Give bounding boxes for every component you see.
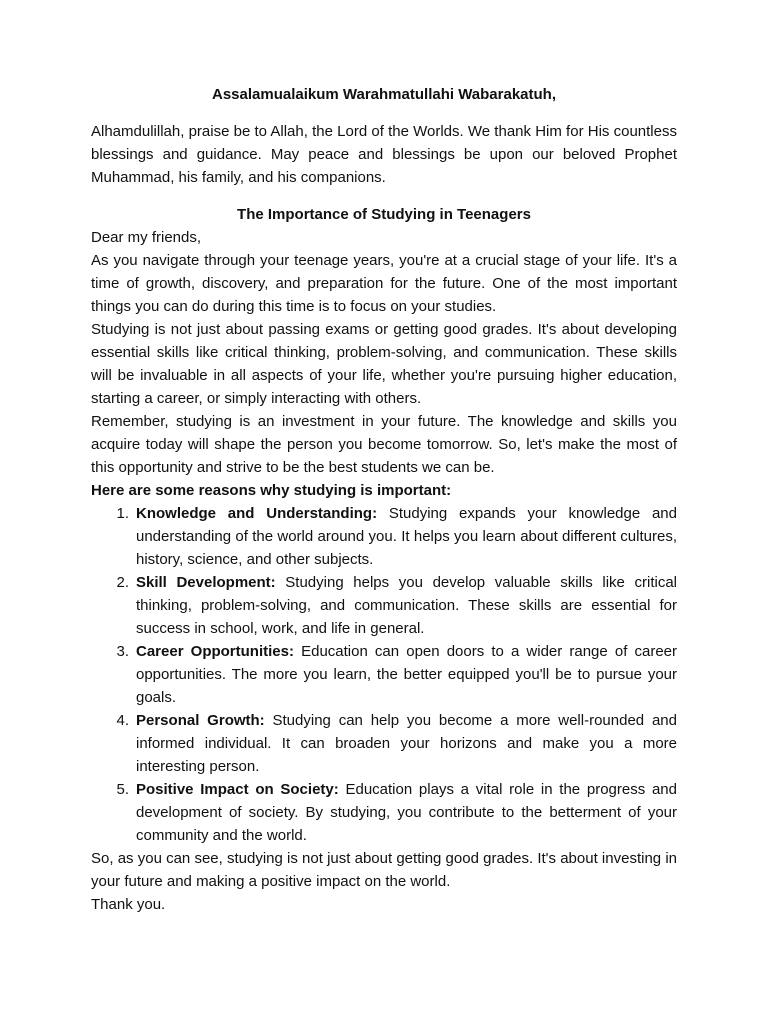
- list-term: Positive Impact on Society:: [136, 781, 339, 798]
- list-item: [91, 571, 677, 640]
- list-term: Skill Development:: [136, 574, 276, 591]
- list-item: [91, 778, 677, 847]
- list-term: Personal Growth:: [136, 712, 265, 729]
- list-text: Studying expands your knowledge and understanding of the world around you. It helps you learn about different cultures, history, science, and other subjects.: [136, 505, 677, 568]
- list-number: 2.: [116, 574, 129, 591]
- list-term: Knowledge and Understanding:: [136, 505, 378, 522]
- greeting-heading: Assalamualaikum Warahmatullahi Wabarakatuh,: [212, 86, 556, 103]
- body-paragraph-2: Studying is not just about passing exams or getting good grades. It's about developing essential skills like critical thinking, problem-solving, and communication. These skills will be invaluable in all aspects of your life, whether you're pursuing higher education, starting a career, or simply interacting with others.: [91, 321, 677, 407]
- list-item: [91, 640, 677, 709]
- body-paragraph-3: Remember, studying is an investment in your future. The knowledge and skills you acquire today will shape the person you become tomorrow. So, let's make the most of this opportunity and strive to be the best students we can be.: [91, 413, 677, 476]
- reasons-list: [91, 502, 677, 847]
- closing-line: Thank you.: [91, 896, 166, 913]
- list-item: [91, 502, 677, 571]
- list-number: 1.: [116, 505, 129, 522]
- list-number: 4.: [116, 712, 129, 729]
- document-page: [91, 83, 677, 916]
- speech-title: The Importance of Studying in Teenagers: [237, 206, 531, 223]
- list-item: [91, 709, 677, 778]
- list-term: Career Opportunities:: [136, 643, 294, 660]
- intro-paragraph: Alhamdulillah, praise be to Allah, the Lord of the Worlds. We thank Him for His countless blessings and guidance. May peace and blessings be upon our beloved Prophet Muhammad, his family, and his companions.: [91, 123, 677, 186]
- list-text: Education plays a vital role in the progress and development of society. By studying, you contribute to the betterment of your community and the world.: [136, 781, 677, 844]
- list-number: 3.: [116, 643, 129, 660]
- conclusion-paragraph: So, as you can see, studying is not just about getting good grades. It's about investing in your future and making a positive impact on the world.: [91, 850, 677, 890]
- list-text: Studying helps you develop valuable skills like critical thinking, problem-solving, and communication. These skills are essential for success in school, work, and life in general.: [136, 574, 678, 637]
- list-number: 5.: [116, 781, 129, 798]
- reasons-heading: Here are some reasons why studying is important:: [91, 482, 452, 499]
- salutation: Dear my friends,: [91, 229, 202, 246]
- list-text: Studying can help you become a more well-rounded and informed individual. It can broaden your horizons and make you a more interesting person.: [136, 712, 677, 775]
- body-paragraph-1: As you navigate through your teenage years, you're at a crucial stage of your life. It's a time of growth, discovery, and preparation for the future. One of the most important things you can do during this time is to focus on your studies.: [91, 252, 677, 315]
- list-text: Education can open doors to a wider range of career opportunities. The more you learn, the better equipped you'll be to pursue your goals.: [136, 643, 677, 706]
